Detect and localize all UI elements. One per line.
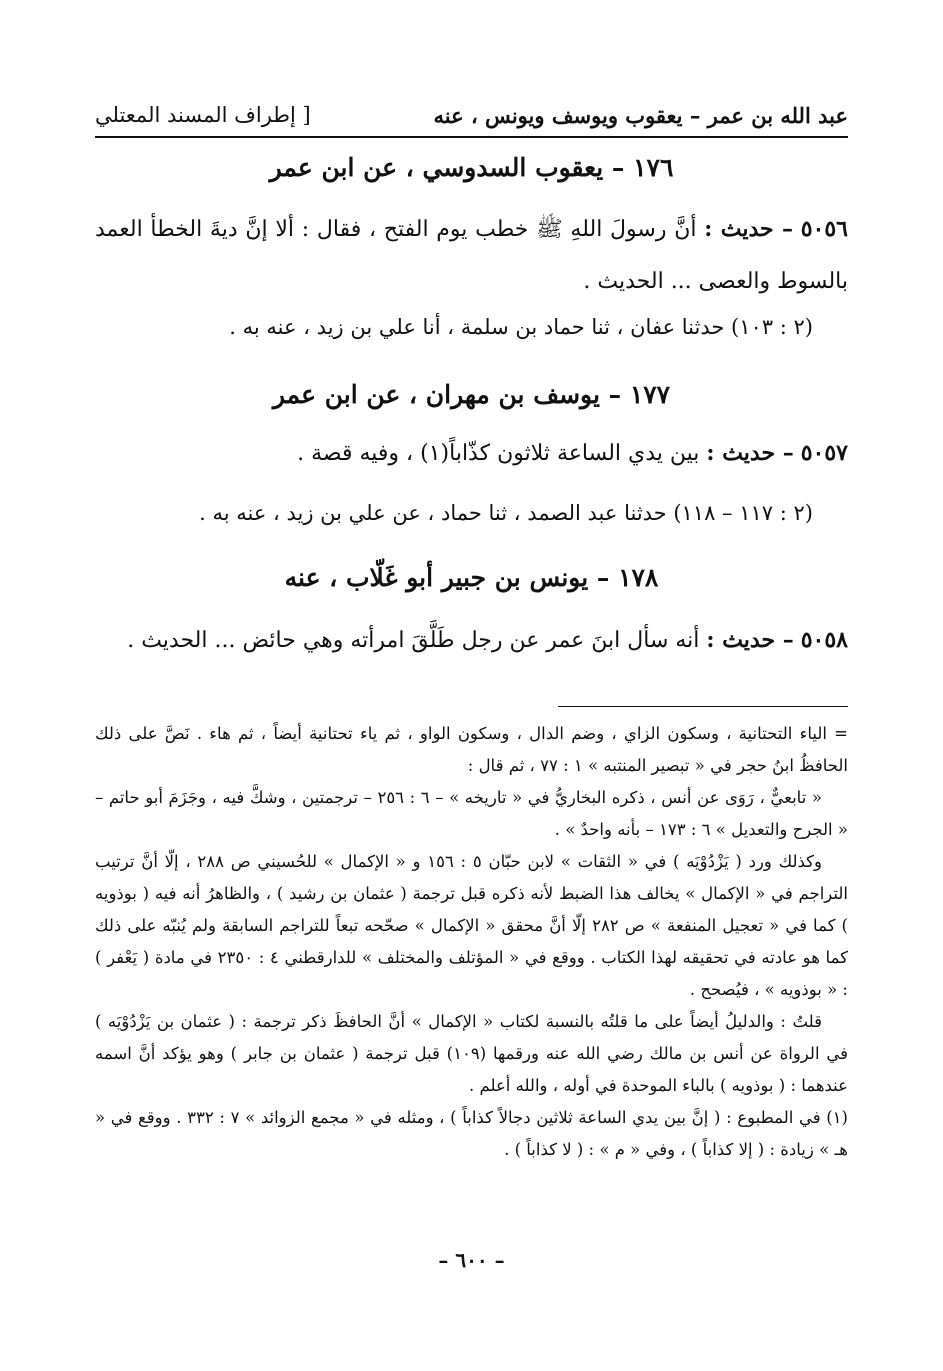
entry-number: ٥٠٥٧ [800, 440, 848, 466]
entry-text: بين يدي الساعة ثلاثون كذّاباً(١) ، وفيه قصة . [297, 441, 700, 466]
source-citation-5056: (٢ : ١٠٣) حدثنا عفان ، ثنا حماد بن سلمة ، أنا علي بن زيد ، عنه به . [229, 315, 813, 339]
hadith-entry-5058 [95, 614, 848, 667]
footnote-separator [558, 706, 848, 707]
entry-keyword: – حديث : [706, 627, 794, 653]
section-heading-177: ١٧٧ – يوسف بن مهران ، عن ابن عمر [272, 380, 671, 409]
footnotes [95, 718, 848, 1166]
footnote-1: (١) في المطبوع : ( إنَّ بين يدي الساعة ثلاثين دجالاً كذاباً ) ، ومثله في « مجمع الزوائد » ٧ : ٣٣٢ . ووقع في « هـ » زيادة : ( إلا كذاباً ) ، وفي « م » : ( لا كذاباً ) . [95, 1108, 848, 1159]
header-book-title: [ إطراف المسند المعتلي [95, 103, 311, 128]
source-citation-5057: (٢ : ١١٧ – ١١٨) حدثنا عبد الصمد ، ثنا حماد ، عن علي بن زيد ، عنه به . [199, 501, 813, 525]
footnote-quote: « تابعيٌّ ، رَوَى عن أنس ، ذكره البخاريُّ في « تاريخه » – ٦ : ٢٥٦ – ترجمتين ، وشكَّ فيه ، وجَزَمَ أبو حاتم – « الجرح والتعديل » ٦ : ١٧٣ – بأنه واحدٌ » . [95, 788, 848, 839]
footnote-paragraph: وكذلك ورد ( يَزْدُوْيَه ) في « الثقات » لابن حبّان ٥ : ١٥٦ و « الإكمال » للحُسيني ص ٢٨٨ ، إلّا أنَّ ترتيب التراجم في « الإكمال » يخالف هذا الضبط لأنه ذكره قبل ترجمة ( عثمان بن رشيد ) ، والظاهرُ أنه فيه ( بوذويه ) كما في « تعجيل المنفعة » ص ٢٨٢ إلّا أنَّ محقق « الإكمال » صحّحه تبعاً للتراجم السابقة ولم يُنبّه على ذلك كما هو عادته في تحقيقه لهذا الكتاب . ووقع في « المؤتلف والمختلف » للدارقطني ٤ : ٢٣٥٠ في مادة ( يَعْفر ) : « بوذويه » ، فيُصحح . [95, 852, 848, 999]
section-heading-176: ١٧٦ – يعقوب السدوسي ، عن ابن عمر [269, 153, 674, 182]
section-heading-178: ١٧٨ – يونس بن جبير أبو غَلّاب ، عنه [284, 563, 659, 592]
running-header [95, 96, 848, 138]
footnote-paragraph: قلتُ : والدليلُ أيضاً على ما قلتُه بالنسبة لكتاب « الإكمال » أنَّ الحافظَ ذكر ترجمة : ( عثمان بن يَزْدُوْيَه ) في الرواة عن أنس بن مالك رضي الله عنه ورقمها (١٠٩) قبل ترجمة ( عثمان بن جابر ) وهو يؤكد أنَّ اسمه عندهما : ( بوذويه ) بالباء الموحدة في أوله ، والله أعلم . [95, 1012, 849, 1095]
entry-keyword: – حديث : [704, 216, 793, 242]
footnote-continuation: = الياء التحتانية ، وسكون الزاي ، وضم الدال ، وسكون الواو ، ثم ياء تحتانية أيضاً ، ثم هاء . نَصَّ على ذلك الحافظُ ابنُ حجر في « تبصير المنتبه » ١ : ٧٧ ، ثم قال : [95, 724, 848, 775]
hadith-entry-5057 [95, 427, 848, 480]
entry-text: أنه سأل ابنَ عمر عن رجل طَلَّقَ امرأته وهي حائض ... الحديث . [127, 628, 700, 653]
page-number: – ٦٠٠ – [438, 1248, 505, 1272]
entry-number: ٥٠٥٨ [800, 627, 848, 653]
entry-keyword: – حديث : [706, 440, 794, 466]
header-chapter-title: عبد الله بن عمر – يعقوب ويوسف ويونس ، عنه [433, 103, 848, 129]
entry-number: ٥٠٥٦ [800, 216, 848, 242]
entry-text: أنَّ رسولَ اللهِ ﷺ خطب يوم الفتح ، فقال : ألا إنَّ ديةَ الخطأ العمد بالسوط والعصى ... الحديث . [95, 217, 848, 294]
hadith-entry-5056 [95, 203, 848, 308]
